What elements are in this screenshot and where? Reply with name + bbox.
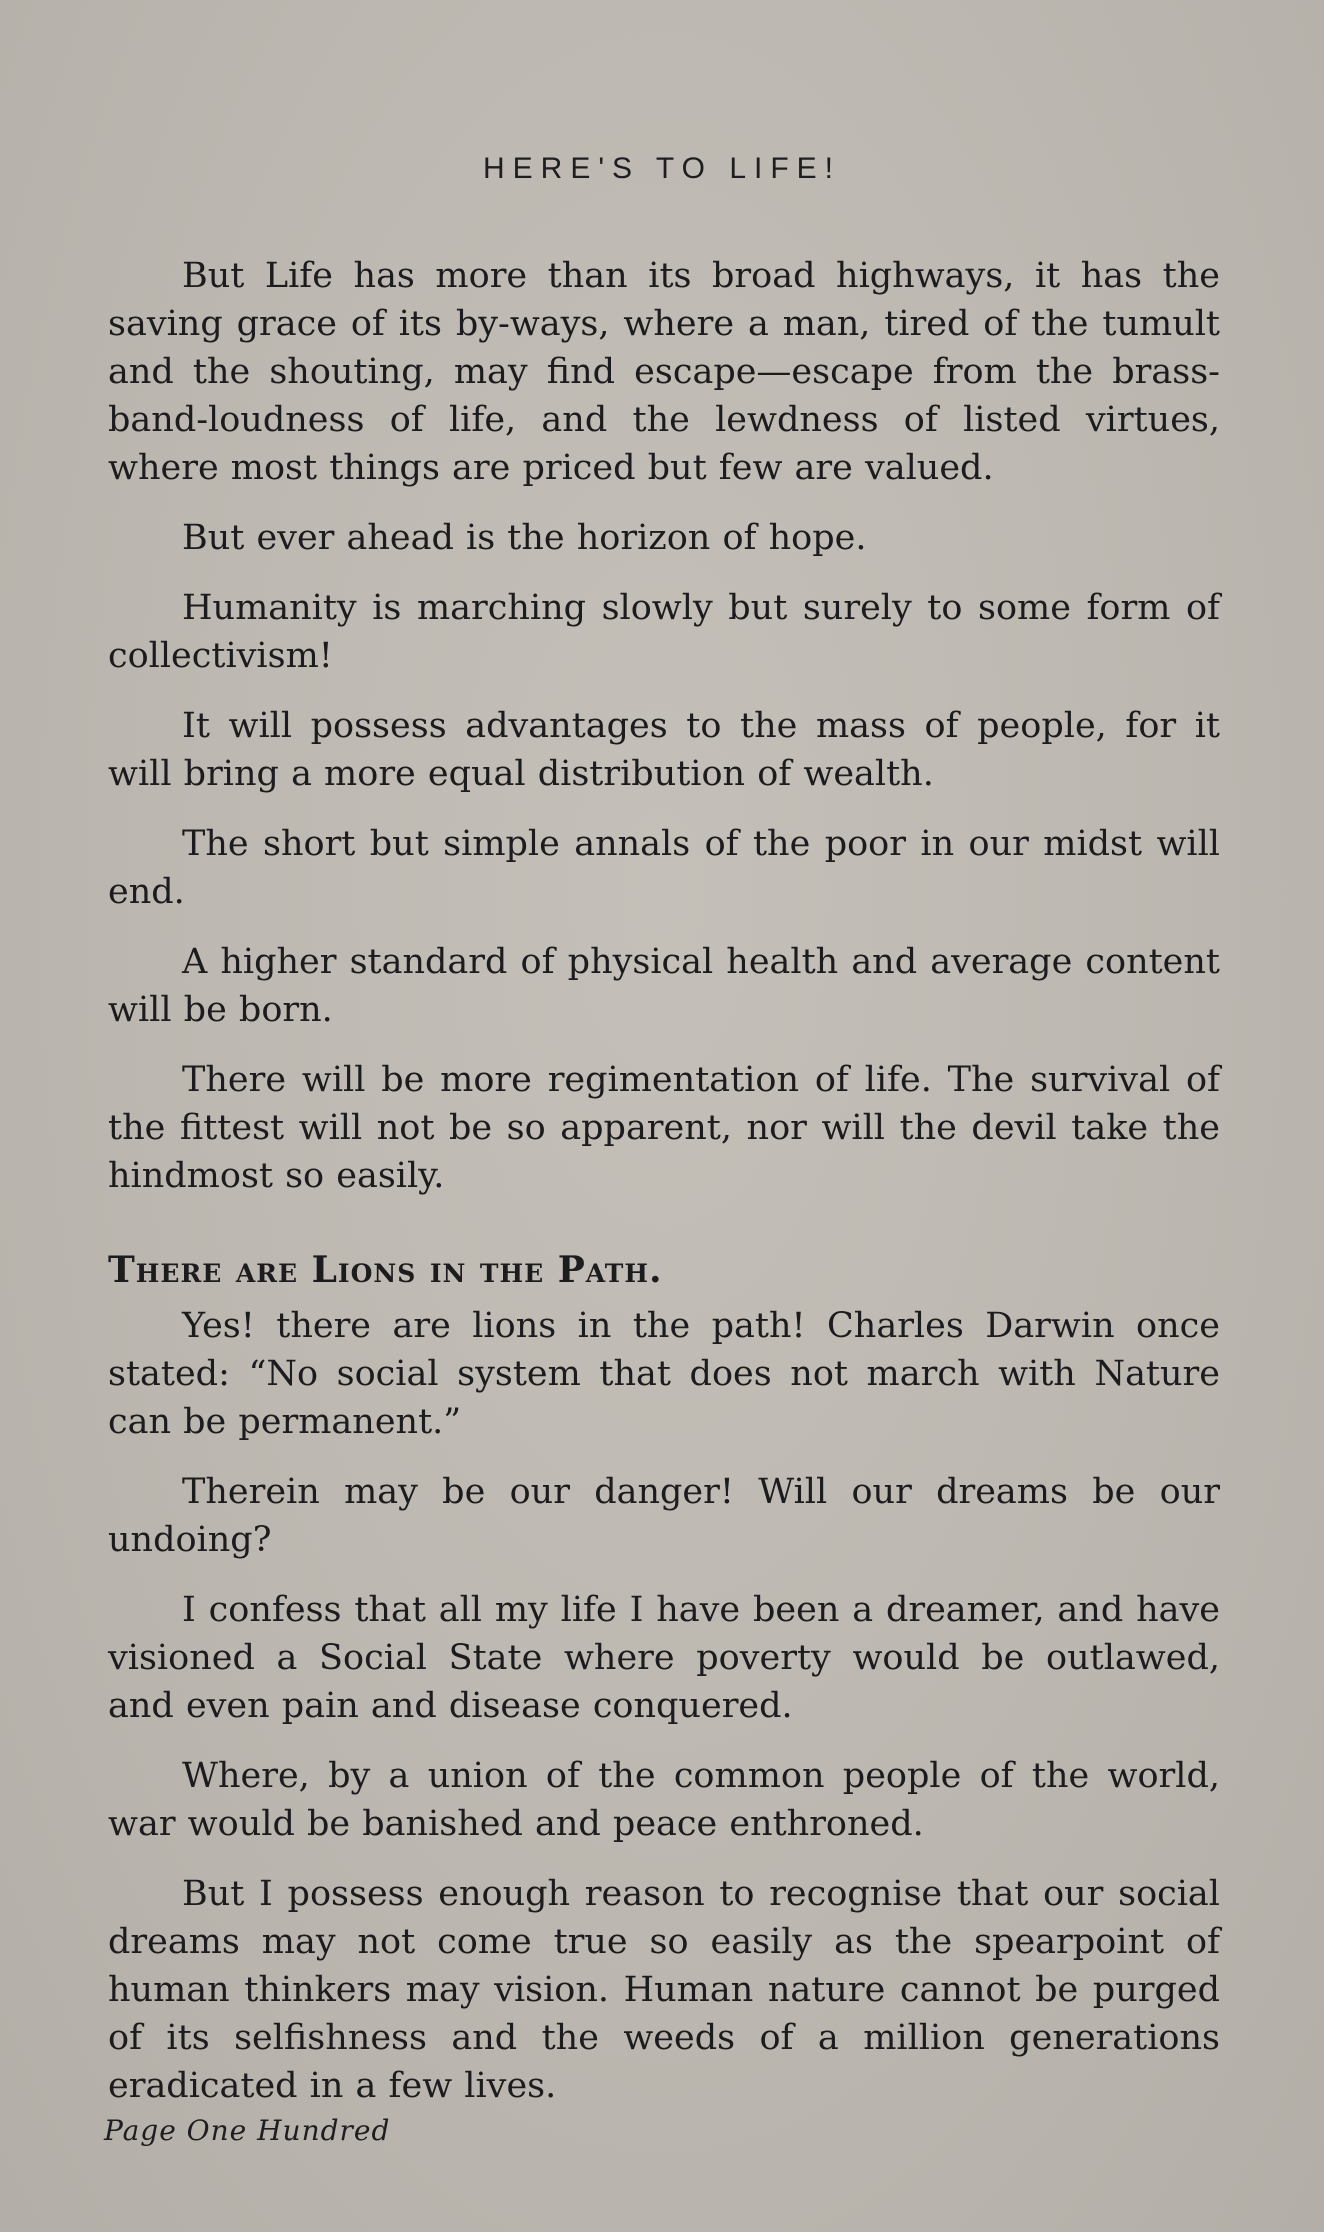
page-number: Page One Hundred [104, 2114, 391, 2147]
running-head: HERE'S TO LIFE! [482, 152, 842, 185]
section-heading: There are Lions in the Path. [108, 1249, 663, 1291]
paragraph: Yes! there are lions in the path! Charles Darwin once stated: “No social system that does not march with Nature can be permanent.” [108, 1306, 1220, 1442]
paragraph: The short but simple annals of the poor in our midst will end. [108, 824, 1220, 912]
paragraph: It will possess advantages to the mass of people, for it will bring a more equal distribution of wealth. [108, 706, 1220, 794]
paragraph: But ever ahead is the horizon of hope. [182, 518, 867, 558]
paragraph: Humanity is marching slowly but surely to some form of collectivism! [108, 588, 1220, 676]
paragraph: Where, by a union of the common people of the world, war would be banished and peace enthroned. [108, 1756, 1220, 1844]
paragraph: I confess that all my life I have been a dreamer, and have visioned a Social State where poverty would be outlawed, and even pain and disease conquered. [108, 1590, 1220, 1726]
paragraph: But I possess enough reason to recognise that our social dreams may not come true so easily as the spearpoint of human thinkers may vision. Human nature cannot be purged of its selfishness and the weeds of a million generations eradicated in a few lives. [108, 1874, 1220, 2106]
body-text [108, 252, 1220, 2132]
paragraph: But Life has more than its broad highways, it has the saving grace of its by-ways, where a man, tired of the tumult and the shouting, may find escape—escape from the brass-band-loudness of life, and the lewdness of listed virtues, where most things are priced but few are valued. [108, 256, 1220, 488]
paragraph: There will be more regimentation of life. The survival of the fittest will not be so apparent, nor will the devil take the hindmost so easily. [108, 1060, 1220, 1196]
paragraph: A higher standard of physical health and average content will be born. [108, 942, 1220, 1030]
paragraph: Therein may be our danger! Will our dreams be our undoing? [108, 1472, 1220, 1560]
